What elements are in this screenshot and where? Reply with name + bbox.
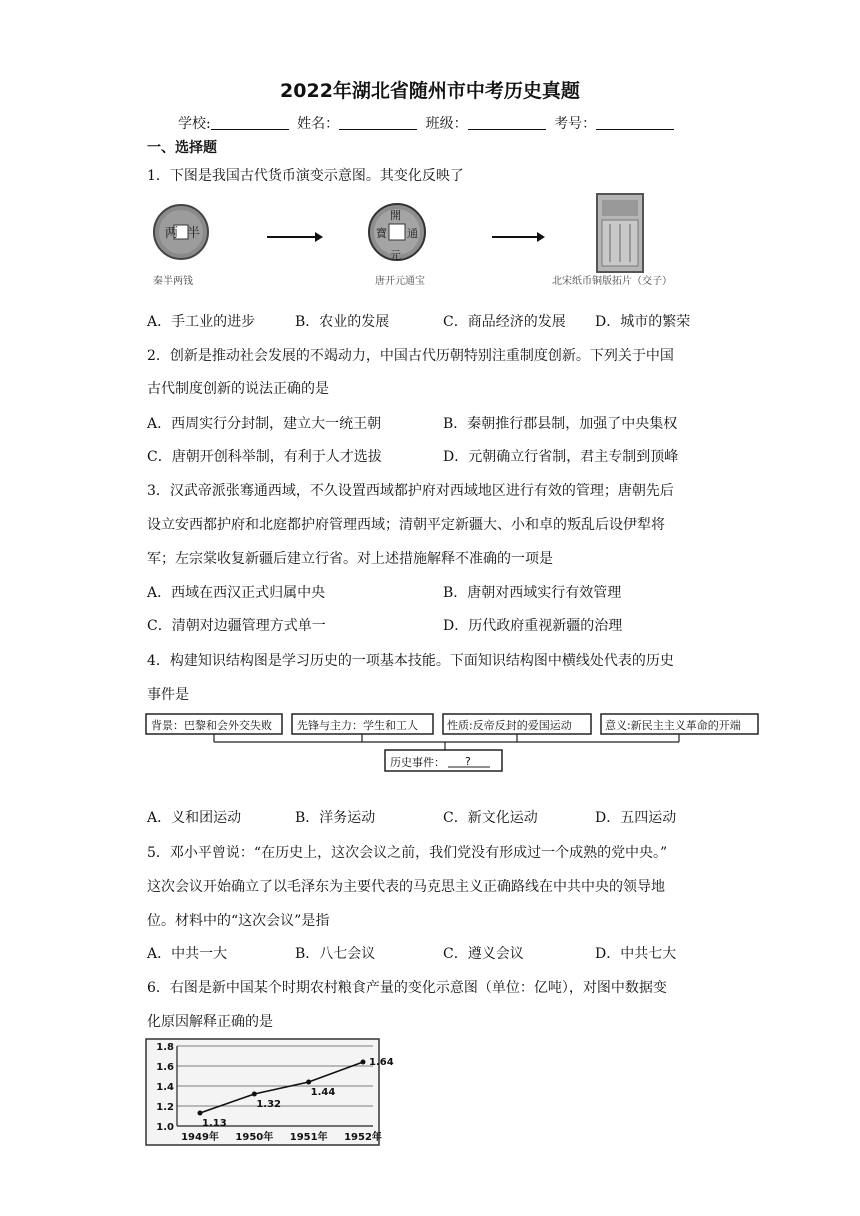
data-label-0: 1.13 <box>202 1118 227 1129</box>
diagram-text-significance: 意义:新民主主义革命的开端 <box>605 719 741 732</box>
exam-no-blank <box>596 115 674 130</box>
student-info-line <box>178 113 678 133</box>
q1-caption-2: 唐开元通宝 <box>375 276 425 287</box>
y-tick-label-0: 1.0 <box>156 1122 174 1133</box>
data-point-3 <box>361 1060 366 1065</box>
q3-option-c[interactable]: C．清朝对边疆管理方式单一 <box>147 618 326 634</box>
q1-option-b[interactable]: B．农业的发展 <box>295 314 390 330</box>
exam-no-label: 考号： <box>554 116 597 132</box>
q4-option-b[interactable]: B．洋务运动 <box>295 810 376 826</box>
q6-grain-output-chart <box>145 1038 394 1146</box>
name-blank <box>339 115 417 130</box>
q2-option-b[interactable]: B．秦朝推行郡县制，加强了中央集权 <box>443 416 678 432</box>
data-point-2 <box>306 1080 311 1085</box>
q6-stem-line-1: 6．右图是新中国某个时期农村粮食产量的变化示意图（单位：亿吨），对图中数据变 <box>147 980 667 996</box>
class-label: 班级： <box>425 116 468 132</box>
q5-stem-line-3: 位。材料中的“这次会议”是指 <box>147 913 330 929</box>
svg-text:元: 元 <box>390 249 401 262</box>
data-label-1: 1.32 <box>256 1099 282 1110</box>
q3-stem-line-1: 3．汉武帝派张骞通西域，不久设置西域都护府对西域地区进行有效的管理；唐朝先后 <box>147 483 674 499</box>
svg-text:两: 两 <box>165 226 179 241</box>
q2-stem-line-1: 2．创新是推动社会发展的不竭动力，中国古代历朝特别注重制度创新。下列关于中国 <box>147 348 674 364</box>
q1-option-a[interactable]: A．手工业的进步 <box>147 314 256 330</box>
diagram-text-nature: 性质:反帝反封的爱国运动 <box>447 719 572 732</box>
q1-caption-3: 北宋纸币铜版拓片（交子） <box>552 276 672 287</box>
q3-option-a[interactable]: A．西域在西汉正式归属中央 <box>147 585 326 601</box>
q2-option-c[interactable]: C．唐朝开创科举制，有利于人才选拔 <box>147 449 382 465</box>
arrow-2-head <box>537 232 545 242</box>
q5-option-c[interactable]: C．遵义会议 <box>443 946 524 962</box>
q4-option-a[interactable]: A．义和团运动 <box>147 810 242 826</box>
q4-option-c[interactable]: C．新文化运动 <box>443 810 538 826</box>
q5-stem-line-1: 5．邓小平曾说：“在历史上，这次会议之前，我们党没有形成过一个成熟的党中央。” <box>147 845 668 861</box>
jiaozi-paper-money-image <box>597 194 643 272</box>
q2-option-a[interactable]: A．西周实行分封制，建立大一统王朝 <box>147 416 382 432</box>
diagram-text-pioneers: 先锋与主力：学生和工人 <box>297 719 418 732</box>
kaiyuan-coin-image <box>369 204 425 262</box>
y-tick-label-4: 1.8 <box>156 1042 174 1053</box>
svg-text:開: 開 <box>390 209 401 222</box>
q3-stem-line-2: 设立安西都护府和北庭都护府管理西域；清朝平定新疆大、小和卓的叛乱后设伊犁将 <box>147 517 665 533</box>
x-tick-label-2: 1951年 <box>289 1132 328 1143</box>
diagram-text-event: 历史事件： <box>390 756 445 769</box>
q1-stem: 1．下图是我国古代货币演变示意图。其变化反映了 <box>147 168 464 184</box>
school-label: 学校: <box>178 116 211 132</box>
q4-stem-line-1: 4．构建知识结构图是学习历史的一项基本技能。下面知识结构图中横线处代表的历史 <box>147 653 674 669</box>
page-title: 2022年湖北省随州市中考历史真题 <box>280 80 580 102</box>
q1-caption-1: 秦半两钱 <box>153 276 193 287</box>
q2-stem-line-2: 古代制度创新的说法正确的是 <box>147 381 329 397</box>
q3-option-b[interactable]: B．唐朝对西域实行有效管理 <box>443 585 622 601</box>
q5-option-b[interactable]: B．八七会议 <box>295 946 376 962</box>
y-tick-label-3: 1.6 <box>156 1062 174 1073</box>
diagram-text-background: 背景：巴黎和会外交失败 <box>151 719 272 732</box>
q5-option-a[interactable]: A．中共一大 <box>147 946 228 962</box>
data-label-3: 1.64 <box>369 1057 394 1068</box>
y-tick-label-2: 1.4 <box>156 1082 174 1093</box>
q2-option-d[interactable]: D．元朝确立行省制，君主专制到顶峰 <box>443 449 679 465</box>
q3-stem-line-3: 军；左宗棠收复新疆后建立行省。对上述措施解释不准确的一项是 <box>147 551 553 567</box>
q4-knowledge-diagram <box>145 712 761 774</box>
q4-option-d[interactable]: D．五四运动 <box>595 810 677 826</box>
q3-option-d[interactable]: D．历代政府重视新疆的治理 <box>443 618 623 634</box>
q1-option-c[interactable]: C．商品经济的发展 <box>443 314 566 330</box>
data-point-1 <box>252 1092 257 1097</box>
q6-stem-line-2: 化原因解释正确的是 <box>147 1014 273 1030</box>
data-label-2: 1.44 <box>310 1087 336 1098</box>
class-blank <box>468 115 546 130</box>
q4-stem-line-2: 事件是 <box>147 687 189 703</box>
section-heading: 一、选择题 <box>147 140 217 156</box>
y-tick-label-1: 1.2 <box>156 1102 174 1113</box>
q5-stem-line-2: 这次会议开始确立了以毛泽东为主要代表的马克思主义正确路线在中共中央的领导地 <box>147 879 665 895</box>
svg-text:半: 半 <box>187 226 201 241</box>
ban-liang-coin-image <box>154 205 208 259</box>
svg-text:寶: 寶 <box>376 227 387 240</box>
x-tick-label-1: 1950年 <box>235 1132 274 1143</box>
diagram-event-blank: ? <box>465 755 471 768</box>
x-tick-label-0: 1949年 <box>181 1132 219 1143</box>
school-blank <box>211 115 289 130</box>
name-label: 姓名： <box>297 116 340 132</box>
q1-option-d[interactable]: D．城市的繁荣 <box>595 314 691 330</box>
svg-text:通: 通 <box>407 227 418 240</box>
x-tick-label-3: 1952年 <box>344 1132 382 1143</box>
data-point-0 <box>198 1111 203 1116</box>
q5-option-d[interactable]: D．中共七大 <box>595 946 677 962</box>
arrow-1-head <box>315 232 323 242</box>
